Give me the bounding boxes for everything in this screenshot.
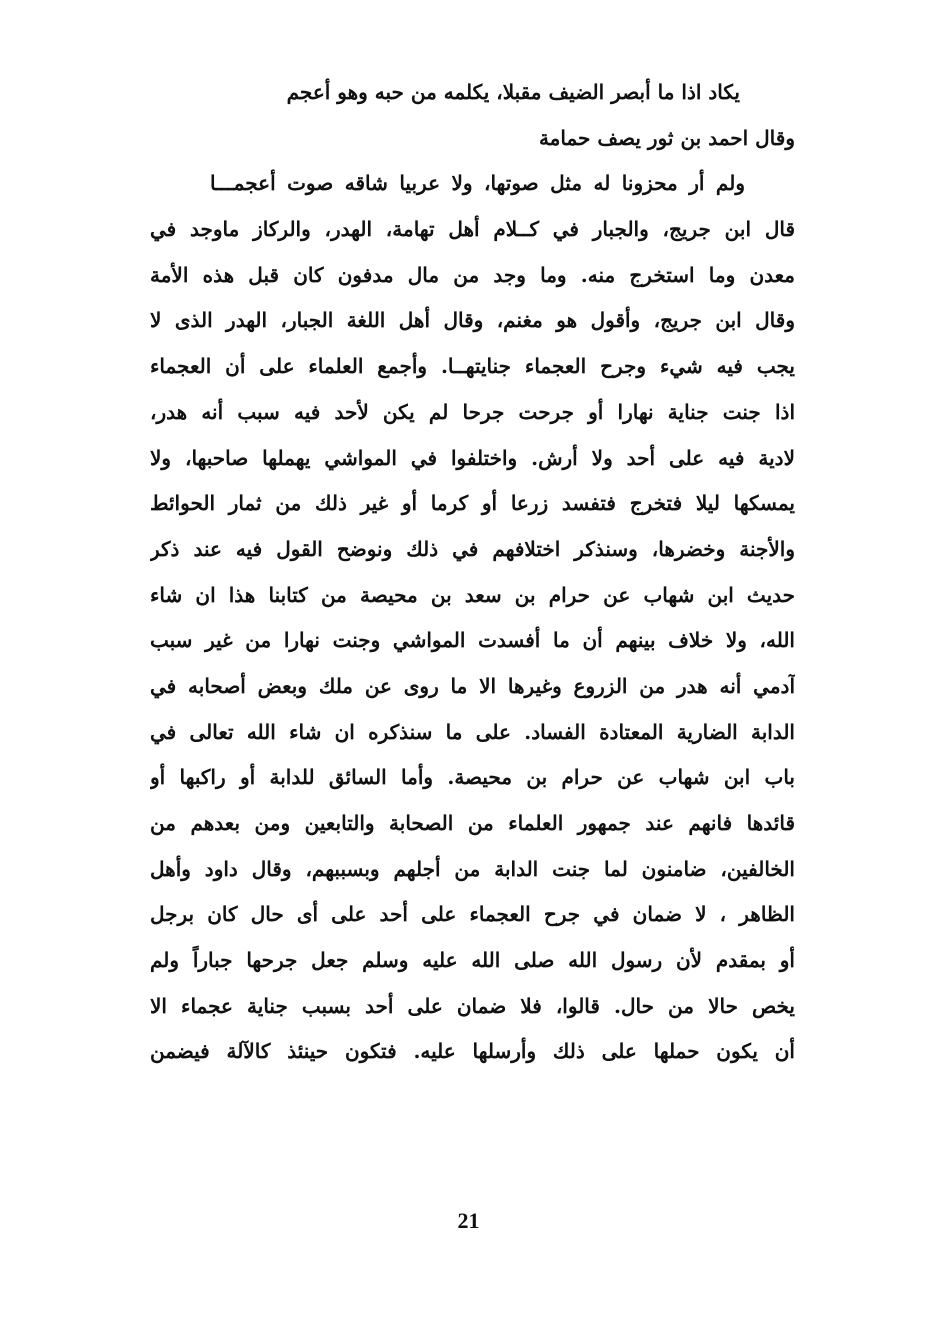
- text-line: باب ابن شهاب عن حرام بن محيصة. وأما السائق للدابة أو راكبها أو: [150, 765, 795, 790]
- text-line: يمسكها ليلا فتخرج فتفسد زرعا أو كرما أو غير ذلك من ثمار الحوائط: [150, 491, 795, 516]
- verse-line-2: ولم أر محزونا له مثل صوتها، ولا عربيا شاقه صوت أعجمـــا: [210, 171, 745, 196]
- text-line: معدن وما استخرج منه. وما وجد من مال مدفون كان قبل هذه الأمة: [150, 262, 795, 287]
- text-line: وقال ابن جريج، وأقول هو مغنم، وقال أهل اللغة الجبار، الهدر الذى لا: [150, 308, 795, 333]
- verse-line-1: يكاد اذا ما أبصر الضيف مقبلا، يكلمه من حبه وهو أعجم: [286, 80, 740, 104]
- text-line: الدابة الضارية المعتادة الفساد. على ما سنذكره ان شاء الله تعالى في: [150, 719, 795, 744]
- arabic-text-body: [150, 70, 795, 1075]
- text-line: لادية فيه على أحد ولا أرش. واختلفوا في المواشي يهملها صاحبها، ولا: [150, 445, 795, 470]
- text-line: آدمي أنه هدر من الزروع وغيرها الا ما روى عن ملك وبعض أصحابه في: [150, 673, 795, 698]
- text-line: حديث ابن شهاب عن حرام بن سعد بن محيصة من كتابنا هذا ان شاء: [150, 582, 795, 607]
- text-line: يجب فيه شيء وجرح العجماء جنايتهــا. وأجمع العلماء على أن العجماء: [150, 354, 795, 379]
- text-line: الله، ولا خلاف بينهم أن ما أفسدت المواشي وجنت نهارا من غير سبب: [150, 628, 795, 653]
- text-line: اذا جنت جناية نهارا أو جرحت جرحا لم يكن لأحد فيه سبب أنه هدر،: [150, 399, 795, 424]
- text-line: أو بمقدم لأن رسول الله صلى الله عليه وسلم جعل جرحها جباراً ولم: [150, 948, 795, 973]
- text-line: والأجنة وخضرها، وسنذكر اختلافهم في ذلك ونوضح القول فيه عند ذكر: [150, 536, 795, 561]
- text-line: الظاهر ، لا ضمان في جرح العجماء على أحد على أى حال كان برجل: [150, 902, 795, 927]
- text-line: قال ابن جريج، والجبار في كــلام أهل تهامة، الهدر، والركاز ماوجد في: [150, 217, 795, 242]
- prose-line-verse-intro: وقال احمد بن ثور يصف حمامة: [538, 125, 795, 150]
- text-line: يخص حالا من حال. قالوا، فلا ضمان على أحد بسبب جناية عجماء الا: [150, 993, 795, 1018]
- text-line: الخالفين، ضامنون لما جنت الدابة من أجلهم وبسببهم، وقال داود وأهل: [150, 856, 795, 881]
- page-number: 21: [457, 1208, 480, 1233]
- text-line: قائدها فانهم عند جمهور العلماء من الصحابة والتابعين ومن بعدهم من: [150, 811, 795, 835]
- text-line: أن يكون حملها على ذلك وأرسلها عليه. فتكون حينئذ كالآلة فيضمن: [150, 1039, 795, 1064]
